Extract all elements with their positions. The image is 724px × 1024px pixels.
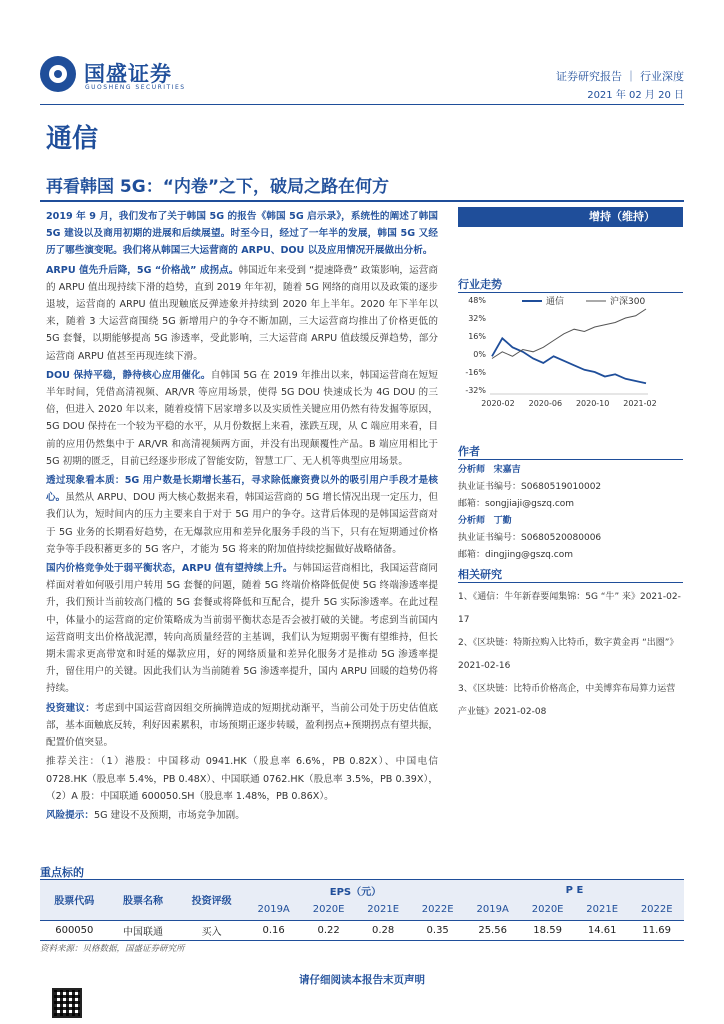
dou-paragraph <box>46 367 438 470</box>
x-tick-label: 2020-06 <box>528 399 563 408</box>
cell-value: 0.22 <box>317 924 340 936</box>
chart-lines <box>492 309 646 383</box>
th-year: 2021E <box>356 900 411 920</box>
th-year: 2019A <box>465 900 520 920</box>
chart-legend <box>522 295 645 307</box>
title-divider <box>40 200 684 202</box>
cell-value: 0.16 <box>262 924 285 936</box>
th-eps: EPS（元） <box>246 880 465 900</box>
related-item-3[interactable]: 3、《区块链：比特币价格高企，中美博弈布局算力运营产业链》2021-02-08 <box>458 684 676 717</box>
related-item-2[interactable]: 2、《区块链：特斯拉购入比特币，数字黄金再 “出圈”》2021-02-16 <box>458 638 679 671</box>
table-source: 资料来源：贝格数据，国盛证券研究所 <box>40 944 185 954</box>
cell-value: 11.69 <box>642 924 672 936</box>
analyst-2-role: 分析师 <box>458 516 486 526</box>
author-block <box>458 462 601 564</box>
footer-disclaimer[interactable]: 请仔细阅读本报告末页声明 <box>299 974 425 986</box>
key-stocks-table <box>40 880 684 941</box>
legend-label-hs300: 沪深300 <box>610 297 646 307</box>
report-title: 再看韩国 5G：“内卷”之下，破局之路在何方 <box>46 177 390 197</box>
analyst-2 <box>458 513 601 530</box>
trend-title: 行业走势 <box>458 278 502 291</box>
investment-lead: 投资建议： <box>46 702 96 714</box>
table-title: 重点标的 <box>40 866 84 879</box>
arpu-text: 韩国近年来受到 “提速降费” 政策影响，运营商的 ARPU 值出现持续下滑的趋势，直到 2019 年年初，随着 5G 网络的商用以及政策的逐步退坡，运营商的 ARPU 值出现触底反弹迹象并持续到 2020 年上半年。2020 年下半年以来，随着 3 大运营商围绕 5G 新增用户的争夺不断加剧，三大运营商均推出了价格更低的 5G 套餐，以期能够提高 5G 渗透率，受此影响，三大运营商 ARPU 值歧缓反弹趋势，部分运营商 ARPU 值甚至再现连续下滑。 <box>46 264 438 362</box>
qr-code-icon <box>52 988 82 1018</box>
trend-divider <box>458 292 683 293</box>
investment-paragraph <box>46 700 438 752</box>
y-tick-label: 0% <box>473 350 486 359</box>
cell-code: 600050 <box>55 924 94 936</box>
analyst-1-name: 宋嘉吉 <box>493 465 521 475</box>
cell-value: 14.61 <box>587 924 617 936</box>
investment-text: 考虑到中国运营商因组交所摘牌造成的短期扰动渐平，当前公司处于历史估值底部，基本面触底反转，利好因素累积，市场预期正逐步转暖，盈利拐点+预期拐点有望共振，配置价值突显。 <box>46 702 439 749</box>
dou-lead: DOU 保持平稳，静待核心应用催化。 <box>46 369 211 381</box>
y-tick-label: -32% <box>465 386 486 395</box>
analyst-1-cert: 执业证书编号：S0680519010002 <box>458 482 602 492</box>
cell-value: 0.28 <box>372 924 395 936</box>
cell-name: 中国联通 <box>122 926 163 938</box>
y-tick-label: 32% <box>468 314 486 323</box>
y-tick-label: 16% <box>468 332 486 341</box>
domestic-lead: 国内价格竞争处于弱平衡状态，ARPU 值有望持续上升。 <box>46 563 293 575</box>
intro-paragraph: 2019 年 9 月，我们发布了关于韩国 5G 的报告《韩国 5G 启示录》，系统性的阐述了韩国 5G 建设以及商用初期的进展和后续展望。时至今日，经过了一年半的发展，韩国 5G 又经历了哪些演变呢。我们将从韩国三大运营商的 ARPU、DOU 以及应用情况开展做出分析。 <box>46 211 438 257</box>
risk-text: 5G 建设不及预期，市场竞争加剧。 <box>93 809 245 821</box>
y-tick-label: 48% <box>468 296 486 305</box>
author-title: 作者 <box>458 445 480 458</box>
arpu-paragraph <box>46 262 438 365</box>
th-year: 2021E <box>575 900 630 920</box>
risk-paragraph <box>46 807 438 824</box>
th-name: 股票名称 <box>109 880 178 920</box>
essence-lead: 透过现象看本质：5G 用户数是长期增长基石，寻求除低廉资费以外的吸引用户手段才是核心。 <box>46 475 438 504</box>
x-tick-label: 2021-02 <box>623 399 657 408</box>
th-year: 2020E <box>301 900 356 920</box>
report-type: 证券研究报告 ｜ 行业深度 <box>556 70 684 83</box>
cell-rating: 买入 <box>201 926 222 938</box>
related-list <box>458 586 683 724</box>
analyst-2-email[interactable]: 邮箱：dingjing@gszq.com <box>458 550 573 560</box>
legend-label-comm: 通信 <box>546 297 565 307</box>
domestic-text: 与韩国运营商相比，我国运营商同样面对着如何吸引用户转用 5G 套餐的问题，随着 5G 终端价格降低促使 5G 终端渗透率提升，我们预计当前较高门槛的 5G 套餐或将降低和互配合，提升 5G 实际渗透率。在此过程中，体量小的运营商的定价策略成为当前弱平衡状态是否会被打破的关键。考虑到当前国内运营商明支出价格战泥潭，转向高质量经营的主基调，我们认为短期弱平衡有望维持，但长期未需求更高带宽和时延的爆款应用，好的网络质量和差异化服务才是推动 5G 渗透率提升，留住用户的关键。因此我们认为当前随着 5G 渗透率提升，国内 ARPU 回暖的趋势仍将持续。 <box>46 563 438 695</box>
cell-value: 18.59 <box>533 924 562 936</box>
rating-badge: 增持（维持） <box>458 207 683 227</box>
related-item-1[interactable]: 1、《通信：牛年新春要闻集锦：5G “牛” 来》2021-02-17 <box>458 592 681 625</box>
essence-paragraph <box>46 472 438 558</box>
th-pe: P E <box>465 880 684 900</box>
author-divider <box>458 459 683 460</box>
risk-lead: 风险提示： <box>46 809 94 821</box>
y-tick-label: -16% <box>465 368 486 377</box>
report-date: 2021 年 02 月 20 日 <box>587 90 684 101</box>
table-row <box>40 920 684 940</box>
analyst-2-name: 丁勤 <box>493 516 512 526</box>
th-rating: 投资评级 <box>177 880 246 920</box>
related-title: 相关研究 <box>458 568 502 581</box>
logo-text: 国盛证券 <box>84 62 172 86</box>
report-body <box>46 208 438 826</box>
cell-value: 0.35 <box>426 924 449 936</box>
analyst-1-role: 分析师 <box>458 465 486 475</box>
essence-text: 虽然从 ARPU、DOU 两大核心数据来看，韩国运营商的 5G 增长情况出现一定压力，但我们认为，短时间内的压力主要来自于对于 5G 用户的争夺。这背后体现的是韩国运营商对于 5G 业务的长期看好趋势，在无爆款应用和差异化服务手段的当下，只有在短期通过价格竞争等手段积蓄更多的 5G 客户，才能为 5G 将来的附加值持续挖掘做好战略储备。 <box>46 492 439 555</box>
arpu-lead: ARPU 值先升后降，5G “价格战” 成拐点。 <box>46 264 239 276</box>
domestic-paragraph <box>46 560 438 698</box>
trend-chart <box>458 294 684 414</box>
th-year: 2019A <box>246 900 301 920</box>
series-line-comm <box>492 338 646 383</box>
analyst-2-cert: 执业证书编号：S0680520080006 <box>458 533 602 543</box>
th-year: 2020E <box>520 900 575 920</box>
th-code: 股票代码 <box>40 880 109 920</box>
x-tick-label: 2020-10 <box>575 399 610 408</box>
related-divider <box>458 582 683 583</box>
analyst-1-email[interactable]: 邮箱：songjiaji@gszq.com <box>458 499 575 509</box>
logo-icon <box>40 56 76 92</box>
th-year: 2022E <box>410 900 465 920</box>
x-tick-label: 2020-02 <box>481 399 515 408</box>
sector-title: 通信 <box>46 124 99 154</box>
dou-text: 自韩国 5G 在 2019 年推出以来，韩国运营商在短短半年时间，凭借高清视频、AR/VR 等应用场景，使得 5G DOU 快速成长为 4G DOU 的三倍，但进入 2020 年以来，随着疫情下居家增多以及实质性关键应用仍然有待发掘等原因，5G DOU 保持在一个较为平稳的水平，从月份数据上来看，涨跌互现，从 C 端应用来看，目前的应用仍然集中于 AR/VR 和高清视频两方面，并没有出现颠覆性产品。B 端应用相比于 5G 初期的匮乏，目前已经逐步形成了智能安防，智慧工厂、无人机等典型应用场景。 <box>46 369 439 467</box>
cell-value: 25.56 <box>478 924 507 936</box>
th-year: 2022E <box>629 900 684 920</box>
analyst-1 <box>458 462 601 479</box>
series-line-hs300 <box>492 309 646 359</box>
header-divider <box>40 104 684 105</box>
logo-subtext: GUOSHENG SECURITIES <box>85 84 186 91</box>
recommend-paragraph: 推荐关注：（1）港股：中国移动 0941.HK（股息率 6.6%，PB 0.82X）、中国电信 0728.HK（股息率 5.4%，PB 0.48X）、中国联通 0762.HK（股息率 3.5%，PB 0.39X），（2）A 股：中国联通 600050.SH（股息率 1.48%，PB 0.86X）。 <box>46 756 438 802</box>
